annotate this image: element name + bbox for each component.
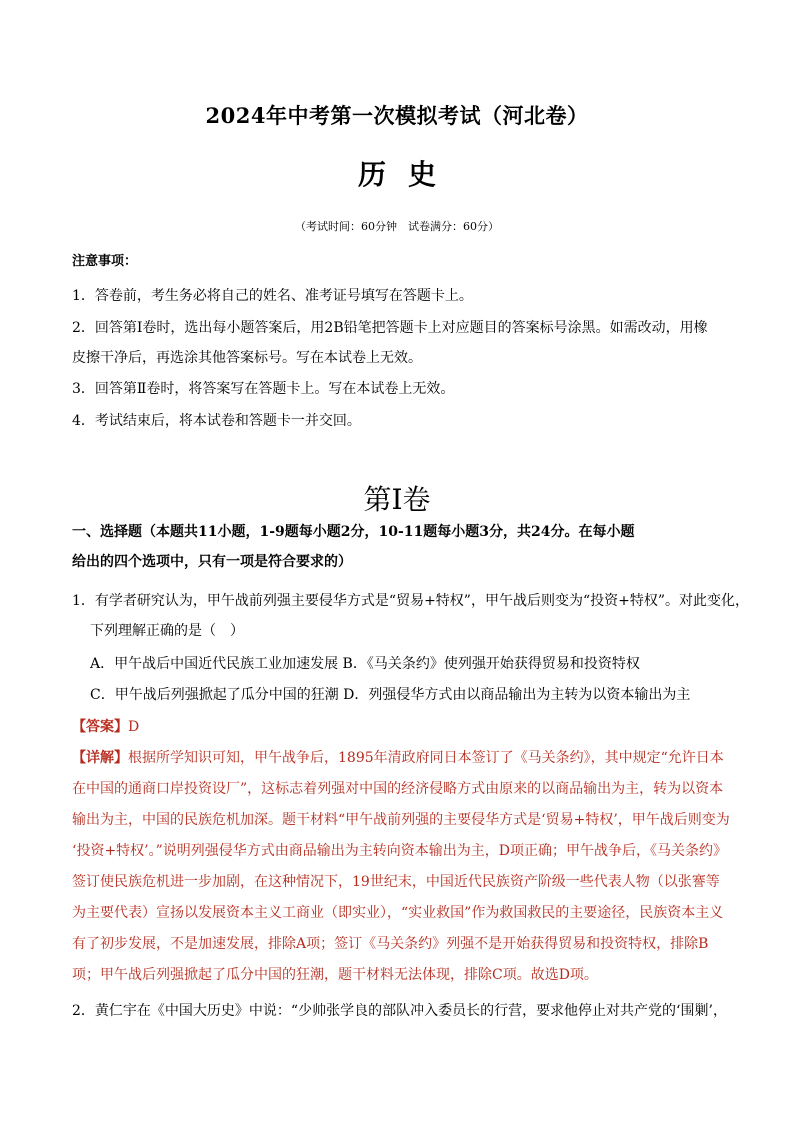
exam-title: 2024年中考第一次模拟考试（河北卷）	[205, 103, 589, 128]
q1-explanation-line: ‘投资+特权’。”说明列强侵华方式由商品输出为主转向资本输出为主，D项正确；甲午战争后，《马关条约》	[72, 843, 728, 859]
q1-explanation-line	[72, 747, 724, 767]
exam-time-info: （考试时间：60分钟 试卷满分：60分）	[295, 220, 499, 233]
answer-tag: 【答案】	[72, 719, 128, 735]
explanation-text: 根据所学知识可知，甲午战争后，1895年清政府同日本签订了《马关条约》，其中规定“允许日本	[128, 750, 724, 766]
section-heading-line: 给出的四个选项中，只有一项是符合要求的）	[72, 554, 352, 570]
subject-title: 历史	[357, 158, 458, 191]
section-heading-line: 一、选择题（本题共11小题，1-9题每小题2分，10-11题每小题3分，共24分。在每小题	[72, 524, 635, 540]
notice-line: 皮擦干净后，再选涂其他答案标号。写在本试卷上无效。	[72, 350, 422, 366]
notice-heading: 注意事项：	[72, 254, 138, 269]
notice-line: 2．回答第Ⅰ卷时，选出每小题答案后，用2B铅笔把答题卡上对应题目的答案标号涂黑。如需改动，用橡	[72, 320, 708, 336]
answer-value: D	[128, 719, 140, 735]
q1-explanation-line: 项；甲午战后列强掀起了瓜分中国的狂潮，题干材料无法体现，排除C项。故选D项。	[72, 967, 598, 983]
q1-stem-line: 1．有学者研究认为，甲午战前列强主要侵华方式是“贸易+特权”，甲午战后则变为“投资+特权”。对此变化，	[72, 593, 749, 609]
q2-stem-line: 2．黄仁宇在《中国大历史》中说：“少帅张学良的部队冲入委员长的行营，要求他停止对共产党的‘围剿’，	[72, 1003, 727, 1019]
q1-explanation-line: 为主要代表）宣扬以发展资本主义工商业（即实业），“实业救国”作为救国救民的主要途径，民族资本主义	[72, 905, 724, 921]
q1-explanation-line: 签订使民族危机进一步加剧，在这种情况下，19世纪末，中国近代民族资产阶级一些代表人物（以张謇等	[72, 874, 720, 890]
q1-explanation-line: 输出为主，中国的民族危机加深。题干材料“甲午战前列强的主要侵华方式是‘贸易+特权’，甲午战后则变为	[72, 812, 730, 828]
notice-line: 1．答卷前，考生务必将自己的姓名、准考证号填写在答题卡上。	[72, 288, 473, 304]
q1-options-line: C．甲午战后列强掀起了瓜分中国的狂潮 D．列强侵华方式由以商品输出为主转为以资本输出为主	[90, 687, 691, 703]
q1-answer	[72, 716, 139, 736]
q1-options-line: A．甲午战后中国近代民族工业加速发展 B．《马关条约》使列强开始获得贸易和投资特权	[90, 656, 640, 672]
q1-explanation-line: 在中国的通商口岸投资设厂”，这标志着列强对中国的经济侵略方式由原来的以商品输出为主，转为以资本	[72, 781, 724, 797]
notice-line: 4．考试结束后，将本试卷和答题卡一并交回。	[72, 413, 361, 429]
q1-explanation-line: 有了初步发展，不是加速发展，排除A项；签订《马关条约》列强不是开始获得贸易和投资特权，排除B	[72, 936, 709, 952]
q1-stem-line: 下列理解正确的是（ ）	[90, 623, 244, 639]
explain-tag: 【详解】	[72, 750, 128, 766]
volume-title: 第Ⅰ卷	[363, 483, 431, 516]
notice-line: 3．回答第Ⅱ卷时，将答案写在答题卡上。写在本试卷上无效。	[72, 381, 455, 397]
